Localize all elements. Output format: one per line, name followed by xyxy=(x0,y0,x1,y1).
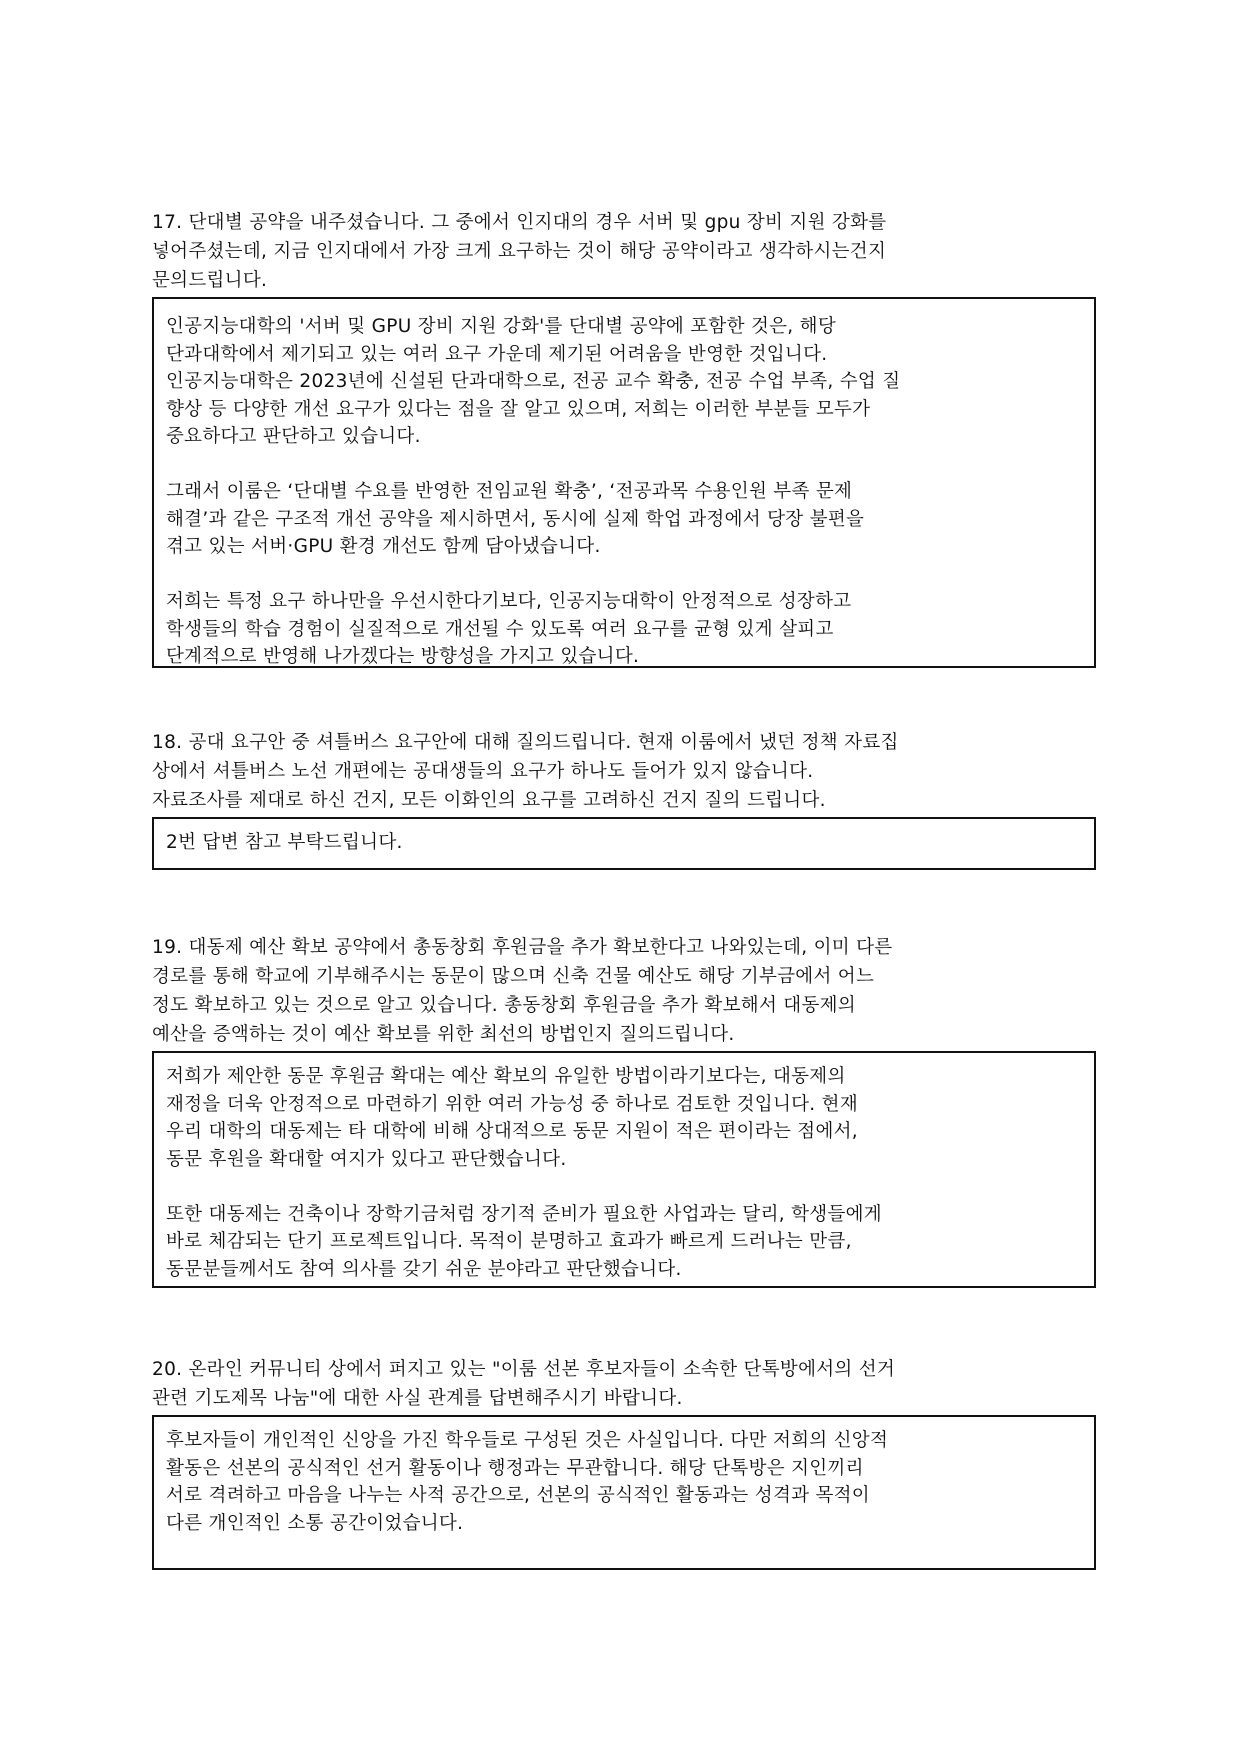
answer-box-19 xyxy=(152,1051,1096,1288)
answer-paragraph xyxy=(166,1063,1082,1173)
answer-line: 겪고 있는 서버·GPU 환경 개선도 함께 담아냈습니다. xyxy=(166,536,601,557)
question-line: 경로를 통해 학교에 기부해주시는 동문이 많으며 신축 건물 예산도 해당 기부금에서 어느 xyxy=(152,966,875,987)
question-line: 17. 단대별 공약을 내주셨습니다. 그 중에서 인지대의 경우 서버 및 gpu 장비 지원 강화를 xyxy=(152,212,887,233)
answer-line: 활동은 선본의 공식적인 선거 활동이나 행정과는 무관합니다. 해당 단톡방은 지인끼리 xyxy=(166,1457,864,1479)
answer-line: 바로 체감되는 단기 프로젝트입니다. 목적이 분명하고 효과가 빠르게 드러나는 만큼, xyxy=(166,1231,852,1252)
question-line: 넣어주셨는데, 지금 인지대에서 가장 크게 요구하는 것이 해당 공약이라고 생각하시는건지 xyxy=(152,241,887,262)
question-line: 예산을 증액하는 것이 예산 확보를 위한 최선의 방법인지 질의드립니다. xyxy=(152,1024,735,1045)
answer-line: 중요하다고 판단하고 있습니다. xyxy=(166,426,421,447)
question-line: 정도 확보하고 있는 것으로 알고 있습니다. 총동창회 후원금을 추가 확보해서 대동제의 xyxy=(152,995,856,1016)
question-17 xyxy=(152,208,1096,295)
answer-line: 동문분들께서도 참여 의사를 갖기 쉬운 분야라고 판단했습니다. xyxy=(166,1258,682,1280)
question-line: 18. 공대 요구안 중 셔틀버스 요구안에 대해 질의드립니다. 현재 이룸에서 냈던 정책 자료집 xyxy=(152,732,899,753)
answer-paragraph xyxy=(166,1427,1082,1537)
answer-line: 우리 대학의 대동제는 타 대학에 비해 상대적으로 동문 지원이 적은 편이라는 점에서, xyxy=(166,1121,858,1142)
answer-paragraph xyxy=(166,588,1082,671)
question-19 xyxy=(152,933,1096,1049)
qa-item-18 xyxy=(152,728,1096,870)
answer-line: 저희가 제안한 동문 후원금 확대는 예산 확보의 유일한 방법이라기보다는, 대동제의 xyxy=(166,1066,846,1087)
question-18 xyxy=(152,728,1096,815)
qa-item-20 xyxy=(152,1355,1096,1570)
question-line: 문의드립니다. xyxy=(152,270,268,291)
answer-line: 학생들의 학습 경험이 실질적으로 개선될 수 있도록 여러 요구를 균형 있게 살피고 xyxy=(166,618,834,640)
answer-line: 서로 격려하고 마음을 나누는 사적 공간으로, 선본의 공식적인 활동과는 성격과 목적이 xyxy=(166,1485,870,1506)
question-line: 상에서 셔틀버스 노선 개편에는 공대생들의 요구가 하나도 들어가 있지 않습니다. xyxy=(152,761,814,782)
question-line: 자료조사를 제대로 하신 건지, 모든 이화인의 요구를 고려하신 건지 질의 드립니다. xyxy=(152,790,826,811)
answer-box-17 xyxy=(152,297,1096,668)
answer-line: 인공지능대학은 2023년에 신설된 단과대학으로, 전공 교수 확충, 전공 수업 부족, 수업 질 xyxy=(166,371,901,392)
answer-line: 또한 대동제는 건축이나 장학기금처럼 장기적 준비가 필요한 사업과는 달리, 학생들에게 xyxy=(166,1203,882,1225)
question-line: 관련 기도제목 나눔"에 대한 사실 관계를 답변해주시기 바랍니다. xyxy=(152,1388,683,1409)
answer-line: 2번 답변 참고 부탁드립니다. xyxy=(166,832,403,853)
answer-box-20 xyxy=(152,1415,1096,1570)
qa-item-17 xyxy=(152,208,1096,668)
answer-line: 그래서 이룸은 ‘단대별 수요를 반영한 전임교원 확충’, ‘전공과목 수용인원 부족 문제 xyxy=(166,481,853,502)
question-20 xyxy=(152,1355,1096,1413)
answer-line: 재정을 더욱 안정적으로 마련하기 위한 여러 가능성 중 하나로 검토한 것입니다. 현재 xyxy=(166,1093,858,1115)
answer-paragraph xyxy=(166,478,1082,561)
answer-line: 인공지능대학의 '서버 및 GPU 장비 지원 강화'를 단대별 공약에 포함한 것은, 해당 xyxy=(166,316,837,337)
answer-paragraph xyxy=(166,1201,1082,1284)
answer-line: 단과대학에서 제기되고 있는 여러 요구 가운데 제기된 어려움을 반영한 것입니다. xyxy=(166,343,828,365)
answer-line: 향상 등 다양한 개선 요구가 있다는 점을 잘 알고 있으며, 저희는 이러한 부분들 모두가 xyxy=(166,398,871,420)
answer-line: 다른 개인적인 소통 공간이었습니다. xyxy=(166,1512,464,1534)
answer-line: 해결’과 같은 구조적 개선 공약을 제시하면서, 동시에 실제 학업 과정에서 당장 불편을 xyxy=(166,508,865,530)
qa-item-19 xyxy=(152,933,1096,1288)
answer-line: 후보자들이 개인적인 신앙을 가진 학우들로 구성된 것은 사실입니다. 다만 저희의 신앙적 xyxy=(166,1430,889,1451)
question-line: 19. 대동제 예산 확보 공약에서 총동창회 후원금을 추가 확보한다고 나와있는데, 이미 다른 xyxy=(152,937,893,958)
answer-paragraph xyxy=(166,313,1082,451)
answer-line: 저희는 특정 요구 하나만을 우선시한다기보다, 인공지능대학이 안정적으로 성장하고 xyxy=(166,591,852,612)
answer-paragraph xyxy=(166,829,1082,857)
answer-line: 단계적으로 반영해 나가겠다는 방향성을 가지고 있습니다. xyxy=(166,646,640,667)
question-line: 20. 온라인 커뮤니티 상에서 퍼지고 있는 "이룸 선본 후보자들이 소속한 단톡방에서의 선거 xyxy=(152,1359,896,1380)
answer-box-18 xyxy=(152,817,1096,870)
answer-line: 동문 후원을 확대할 여지가 있다고 판단했습니다. xyxy=(166,1148,567,1170)
